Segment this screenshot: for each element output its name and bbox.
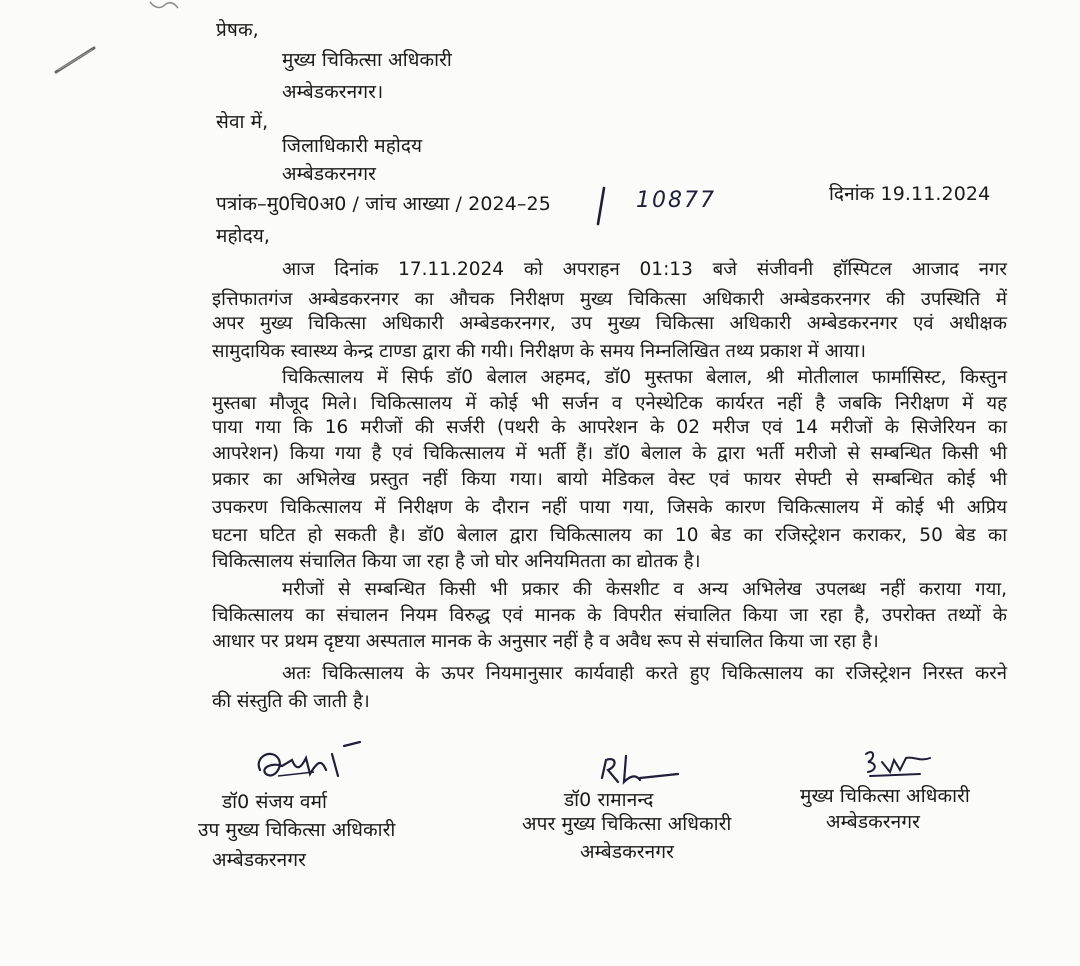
- body-line: चिकित्सालय का संचालन नियम विरुद्ध एवं मानक के विपरीत संचालित किया जा रहा है, उपरोक्त तथ्यों के: [212, 605, 1007, 626]
- body-line: की संस्तुति की जाती है।: [212, 691, 370, 712]
- body-line: आपरेशन) किया गया है एवं चिकित्सालय में भर्ती हैं। डॉ0 बेलाल के द्वारा भर्ती मरीजो से सम्बन्धित किसी भी: [212, 443, 1007, 464]
- sender-place: अम्बेडकरनगर।: [282, 81, 384, 103]
- body-line: आधार पर प्रथम दृष्टया अस्पताल मानक के अनुसार नहीं है व अवैध रूप से संचालित किया जा रहा है।: [212, 631, 879, 652]
- signatory-3-place: अम्बेडकरनगर: [826, 811, 920, 833]
- body-line: अपर मुख्य चिकित्सा अधिकारी अम्बेडकरनगर, उप मुख्य चिकित्सा अधिकारी अम्बेडकरनगर एवं अधीक्षक: [212, 313, 1007, 334]
- body-line: चिकित्सालय में सिर्फ डॉ0 बेलाल अहमद, डॉ0 मुस्तफा बेलाल, श्री मोतीलाल फार्मासिस्ट, किस्तुन: [282, 367, 1007, 388]
- signatory-2-name: डॉ0 रामानन्द: [564, 789, 654, 811]
- signatory-3-designation: मुख्य चिकित्सा अधिकारी: [800, 785, 970, 807]
- signature-deputy-cmo: [248, 740, 368, 790]
- signature-cmo: [860, 744, 940, 780]
- body-line: आज दिनांक 17.11.2024 को अपराहन 01:13 बजे संजीवनी हॉस्पिटल आजाद नगर: [282, 259, 1007, 280]
- recipient-designation: जिलाधिकारी महोदय: [282, 135, 423, 157]
- body-line: मुस्तबा मौजूद मिले। चिकित्सालय में कोई भी सर्जन व एनेस्थेटिक कार्यरत नहीं है जबकि निरीक्षण में यह: [212, 393, 1007, 414]
- reference-slash-mark: [594, 186, 608, 226]
- body-line: पाया गया कि 16 मरीजों की सर्जरी (पथरी के आपरेशन के 02 मरीज एवं 14 मरीजों के सिजेरियन का: [212, 417, 1007, 438]
- body-line: प्रकार का अभिलेख प्रस्तुत नहीं किया गया। बायो मेडिकल वेस्ट एवं फायर सेफ्टी से सम्बन्धित कोई भी: [212, 469, 1007, 490]
- reference-number: पत्रांक–मु0चि0अ0 / जांच आख्या / 2024–25: [216, 193, 551, 215]
- body-line: उपकरण चिकित्सालय में निरीक्षण के दौरान नहीं पाया गया, जिसके कारण चिकित्सालय में कोई भी अप्रिय: [212, 497, 1007, 518]
- signatory-2-place: अम्बेडकरनगर: [580, 841, 674, 863]
- signatory-1-designation: उप मुख्य चिकित्सा अधिकारी: [198, 819, 396, 841]
- scan-pen-mark: [50, 0, 110, 80]
- salutation: महोदय,: [216, 225, 271, 247]
- signatory-2-designation: अपर मुख्य चिकित्सा अधिकारी: [522, 813, 732, 835]
- body-line: मरीजों से सम्बन्धित किसी भी प्रकार की केसशीट व अन्य अभिलेख उपलब्ध नहीं कराया गया,: [282, 579, 1007, 600]
- sender-designation: मुख्य चिकित्सा अधिकारी: [282, 49, 452, 71]
- scan-corner-mark: [148, 0, 188, 14]
- recipient-place: अम्बेडकरनगर: [282, 163, 376, 185]
- handwritten-reference-number: 10877: [636, 188, 716, 213]
- recipient-label: सेवा में,: [216, 111, 269, 133]
- signatory-1-place: अम्बेडकरनगर: [212, 849, 306, 871]
- body-line: चिकित्सालय संचालित किया जा रहा है जो घोर अनियमितता का द्योतक है।: [212, 551, 701, 572]
- body-line: अतः चिकित्सालय के ऊपर नियमानुसार कार्यवाही करते हुए चिकित्सालय का रजिस्ट्रेशन निरस्त करने: [282, 663, 1007, 684]
- sender-label: प्रेषक,: [216, 19, 259, 41]
- signatory-1-name: डॉ0 संजय वर्मा: [222, 791, 327, 813]
- letter-date: दिनांक 19.11.2024: [829, 183, 991, 205]
- body-line: सामुदायिक स्वास्थ्य केन्द्र टाण्डा द्वारा की गयी। निरीक्षण के समय निम्नलिखित तथ्य प्रकाश में आया।: [212, 341, 867, 362]
- body-line: घटना घटित हो सकती है। डॉ0 बेलाल द्वारा चिकित्सालय का 10 बेड का रजिस्ट्रेशन कराकर, 50 बेड का: [212, 525, 1007, 546]
- body-line: इत्तिफातगंज अम्बेडकरनगर का औचक निरीक्षण मुख्य चिकित्सा अधिकारी अम्बेडकरनगर की उपस्थिति में: [212, 289, 1007, 310]
- signature-additional-cmo: [596, 752, 686, 792]
